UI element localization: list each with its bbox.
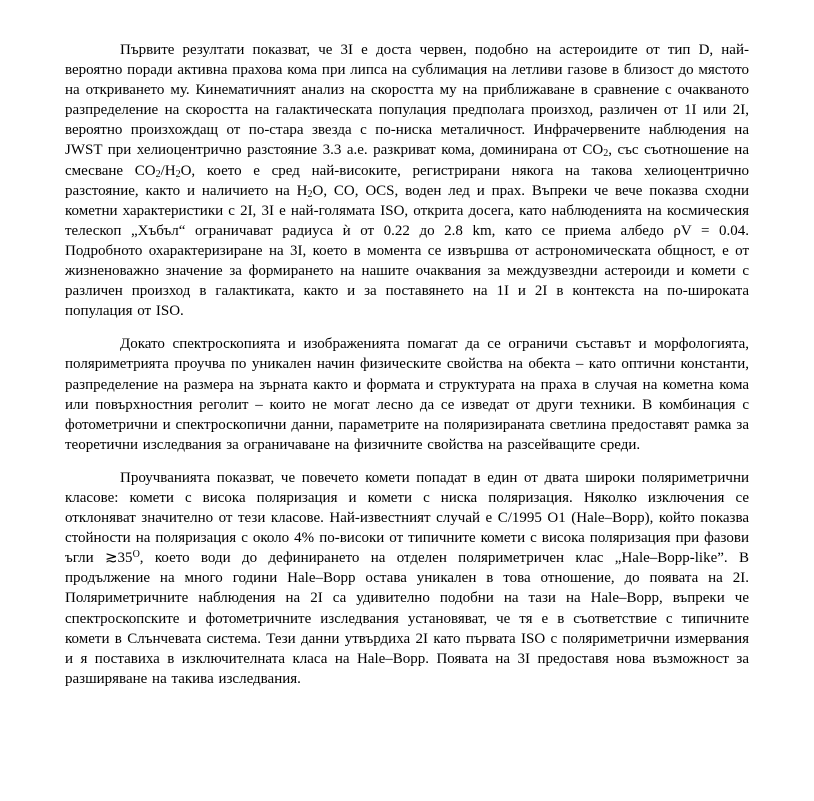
paragraph-results-overview: Първите резултати показват, че 3I е доста червен, подобно на астероидите от тип D, най-вероятно поради активна прахова кома при липса на сублимация на летливи газове в близост до мястото на откриването му. Кинематичният анализ на скоростта му на приближаване в сравнение с очакваното разпределение на скоростта на галактическата популация предполага произход, различен от 1I или 2I, вероятно произхождащ от по-стара звезда с по-ниска металичност. Инфрачервените наблюдения на JWST при хелиоцентрично разстояние 3.3 а.е. разкриват кома, доминирана от $CO_2$, със съотношение на смесване $CO_2/H_2O$, което е сред най-високите, регистрирани някога на такова хелиоцентрично разстояние, както и наличието на $H_2O$, CO, OCS, воден лед и прах. Въпреки че вече показва сходни кометни характеристики с 2I, 3I е най-голямата ISO, открита досега, като наблюденията на космическия телескоп „Хъбъл“ ограничават радиуса ѝ от 0.22 до 2.8 km, като се приема албедо ρV = 0.04. Подробното охарактеризиране на 3I, което в момента се извършва от астрономическата общност, е от жизненоважно значение за формирането на нашите очаквания за междузвездни астероиди и комети с различен произход в галактиката, както и за поставянето на 1I и 2I в контекста на по-широката популация от ISO. <box>65 42 749 320</box>
paragraph-polarimetry-method: Докато спектроскопията и изображенията помагат да се ограничи съставът и морфологията, поляриметрията проучва по уникален начин физическите свойства на обекта – като оптични константи, разпределение на размера на зърната както и формата и структурата на праха в случая на кометна кома или повърхностния реголит – които не могат лесно да се изведат от други техники. В комбинация с фотометрични и спектроскопични данни, параметрите на поляризираната светлина предоставят рамка за теоретични изследвания за ограничаване на физичните свойства на разсейващите среди. <box>65 336 749 453</box>
paragraph-polarimetric-classes: Проучванията показват, че повечето комети попадат в един от двата широки поляриметрични класове: комети с висока поляризация и комети с ниска поляризация. Няколко изключения се отклоняват значително от тези класове. Най-известният случай е C/1995 O1 (Hale–Bopp), който показва стойности на поляризация с около 4% по-високи от типичните комети с висока поляризация при фазови ъгли $≳35^O$, което води до дефинирането на отделен поляриметричен клас „Hale–Bopp-like”. В продължение на много години Hale–Bopp остава уникален в това отношение, до появата на 2I. Поляриметричните наблюдения на 2I са удивително подобни на тази на Hale–Bopp, въпреки че спектроскопските и фотометричните изследвания установяват, че тя е в съответствие с типичните комети в Слънчевата система. Тези данни утвърдиха 2I като първата ISO с поляриметрични измервания и я поставиха в изключителната класа на Hale–Bopp. Появата на 3I предоставя нова възможност за разширяване на такива изследвания. <box>65 469 749 687</box>
document-text-block <box>65 40 749 689</box>
